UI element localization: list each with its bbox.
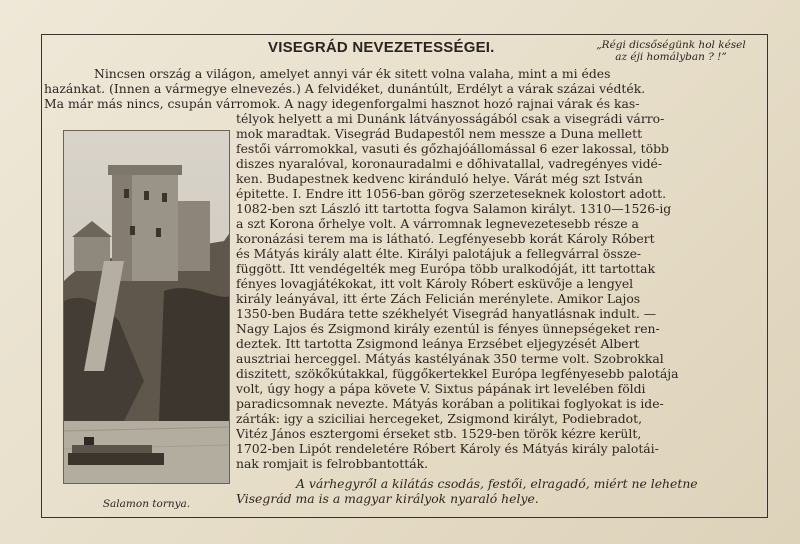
text-line: a szt Korona őrhelye volt. A várromnak legnevezetesebb része a	[236, 216, 639, 231]
text-line: hazánkat. (Innen a vármegye elnevezés.) A felvidéket, dunántúlt, Erdélyt a várak százai védték.	[44, 81, 646, 96]
text-line: ausztriai herceggel. Mátyás kastélyának 350 terme volt. Szobrokkal	[236, 351, 664, 366]
text-line: diszes nyaralóval, koronauradalmi e dőhivatallal, vadregényes vidé-	[236, 156, 663, 171]
text-line: télyok helyett a mi Dunánk látványosságából csak a visegrádi várro-	[236, 111, 665, 126]
page-title: VISEGRÁD NEVEZETESSÉGEI.	[268, 39, 495, 56]
text-line: Nagy Lajos és Zsigmond király ezentúl is fényes ünnepségeket ren-	[236, 321, 660, 336]
text-line: 1082-ben szt László itt tartotta fogva Salamon királyt. 1310—1526-ig	[236, 201, 672, 216]
motto-quote	[578, 39, 764, 63]
text-line: koronázási terem ma is látható. Legfényesebb korát Károly Róbert	[236, 231, 655, 246]
closing-line: A várhegyről a kilátás csodás, festői, elragadó, miért ne lehetne	[296, 476, 698, 491]
motto-line-2: az éji homályban ? !”	[615, 51, 727, 63]
text-line: festői várromokkal, vasuti és gőzhajóállomással 6 ezer lakossal, több	[236, 141, 669, 156]
motto-line-1: „Régi dicsőségünk hol késel	[596, 39, 746, 51]
text-line: diszitett, szökőkútakkal, függőkertekkel Európa legfényesebb palotája	[236, 366, 679, 381]
text-line: Nincsen ország a világon, amelyet annyi vár ék sitett volna valaha, mint a mi édes	[94, 66, 611, 81]
text-line: függött. Itt vendégelték meg Európa több uralkodóját, itt tartottak	[236, 261, 656, 276]
closing-line: Visegrád ma is a magyar királyok nyaraló helye.	[236, 491, 539, 506]
text-line: mok maradtak. Visegrád Budapestől nem messze a Duna mellett	[236, 126, 643, 141]
text-line: fényes lovagjátékokat, itt volt Károly Róbert esküvője a lengyel	[236, 276, 634, 291]
text-line: deztek. Itt tartotta Zsigmond leánya Erzsébet eljegyzését Albert	[236, 336, 640, 351]
photo-caption: Salamon tornya.	[102, 498, 191, 510]
salamon-tower-illustration	[64, 131, 230, 484]
text-line: volt, úgy hogy a pápa követe V. Sixtus pápának irt levelében földi	[236, 381, 646, 396]
tower-photo	[63, 130, 230, 484]
text-line: és Mátyás király alatt élte. Királyi palotájuk a fellegvárral össze-	[236, 246, 642, 261]
text-line: Vitéz János esztergomi érseket stb. 1529-ben török kézre került,	[236, 426, 642, 441]
text-line: király leányával, itt érte Zách Felicián merénylete. Amikor Lajos	[236, 291, 641, 306]
text-line: ken. Budapestnek kedvenc kiránduló helye. Várát még szt István	[236, 171, 643, 186]
text-line: paradicsomnak nevezte. Mátyás korában a politikai foglyokat is ide-	[236, 396, 664, 411]
text-line: 1702-ben Lipót rendeletére Róbert Károly és Mátyás király palotái-	[236, 441, 659, 456]
text-line: épitette. I. Endre itt 1056-ban görög szerzeteseknek kolostort adott.	[236, 186, 667, 201]
text-line: nak romjait is felrobbantották.	[236, 456, 429, 471]
text-line: 1350-ben Budára tette székhelyét Visegrád hanyatlásnak indult. —	[236, 306, 657, 321]
text-line: Ma már más nincs, csupán várromok. A nagy idegenforgalmi hasznot hozó rajnai várak és kas-	[44, 96, 640, 111]
text-line: zárták: igy a sziciliai hercegeket, Zsigmond királyt, Podiebradot,	[236, 411, 643, 426]
